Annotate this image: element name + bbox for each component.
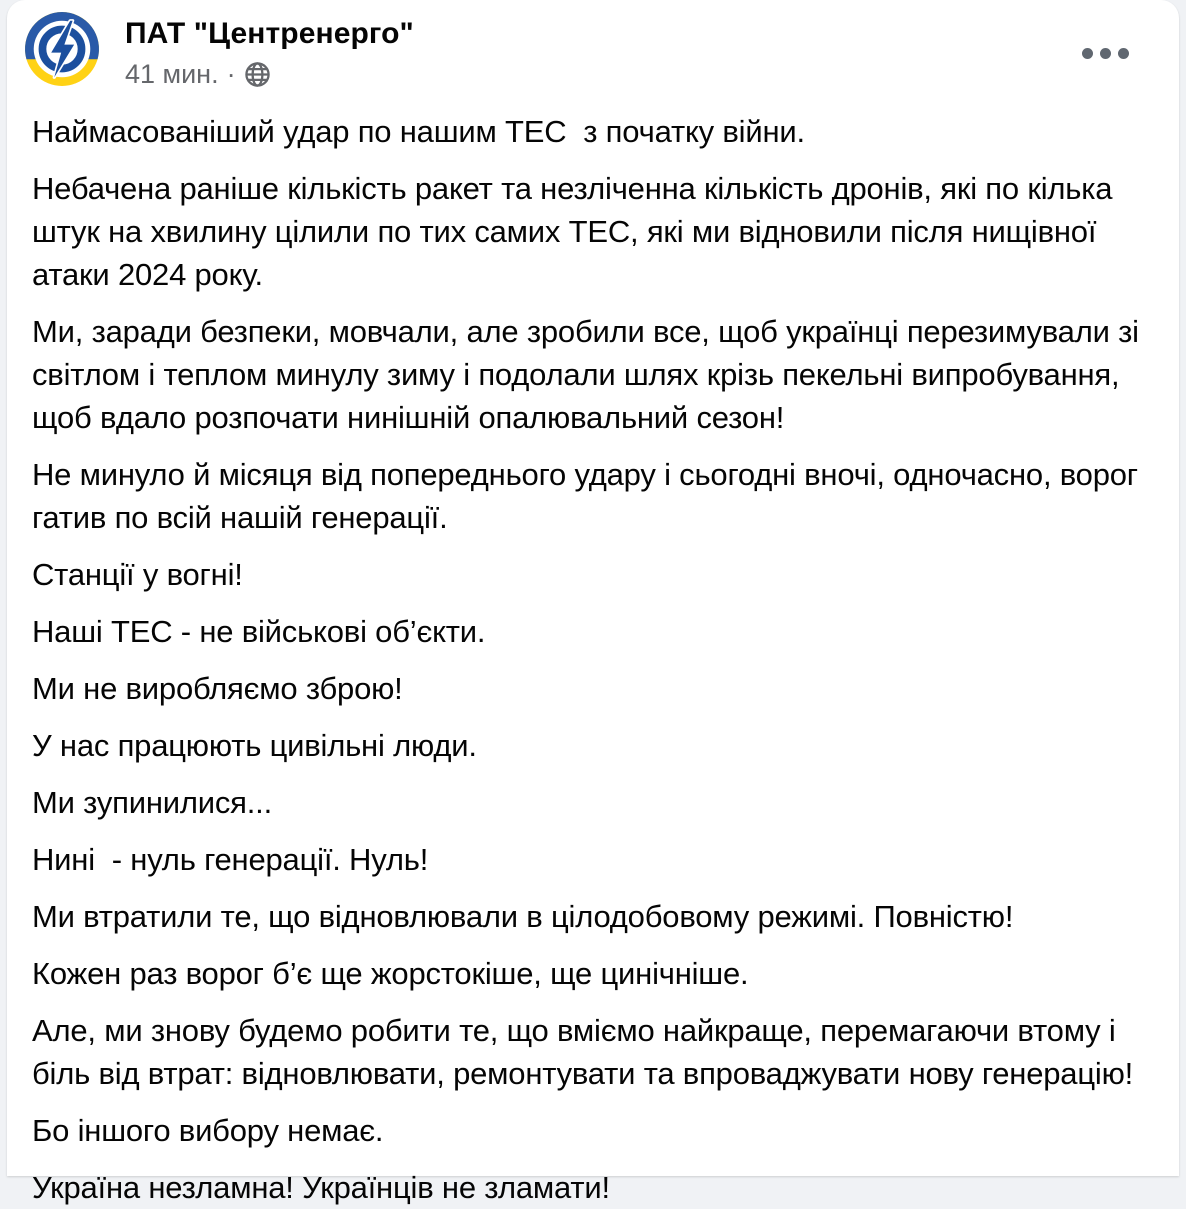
post-paragraph: Бо іншого вибору немає.	[32, 1113, 384, 1148]
ellipsis-icon	[1118, 48, 1129, 59]
post-paragraph: Кожен раз ворог б’є ще жорстокіше, ще цинічніше.	[32, 956, 749, 991]
post-paragraph: Не минуло й місяця від попереднього удару і сьогодні вночі, одночасно, ворог гатив по всій нашій генерації.	[32, 457, 1147, 535]
post-text	[25, 110, 1155, 1209]
post-paragraph: Нині - нуль генерації. Нуль!	[32, 842, 429, 877]
post-paragraph: Ми зупинилися...	[32, 785, 272, 820]
post-header-text	[125, 12, 414, 89]
post-paragraph: Наші ТЕС - не військові об’єкти.	[32, 614, 486, 649]
meta-separator: ·	[226, 59, 236, 89]
post-meta	[125, 59, 414, 89]
page-avatar[interactable]	[25, 12, 99, 86]
ellipsis-icon	[1100, 48, 1111, 59]
post-paragraph: Ми, заради безпеки, мовчали, але зробили все, щоб українці перезимували зі світлом і теплом минулу зиму і подолали шлях крізь пекельні випробування, щоб вдало розпочати нинішній опалювальний сезон!	[32, 314, 1148, 435]
post-paragraph: Ми не виробляємо зброю!	[32, 671, 403, 706]
post-card	[7, 0, 1179, 1205]
post-paragraph: Ми втратили те, що відновлювали в цілодобовому режимі. Повністю!	[32, 899, 1014, 934]
post-paragraph: Станції у вогні!	[32, 557, 243, 592]
post-paragraph: Україна незламна! Українців не зламати!	[32, 1170, 610, 1205]
post-paragraph: У нас працюють цивільні люди.	[32, 728, 477, 763]
globe-icon	[244, 61, 271, 88]
post-header	[25, 12, 1155, 89]
post-paragraph: Небачена раніше кількість ракет та незліченна кількість дронів, які по кілька штук на хвилину цілили по тих самих ТЕС, які ми відновили після нищівної атаки 2024 року.	[32, 171, 1121, 292]
post-paragraph: Але, ми знову будемо робити те, що вміємо найкраще, перемагаючи втому і біль від втрат: відновлювати, ремонтувати та впроваджувати нову генерацію!	[32, 1013, 1134, 1091]
ellipsis-icon	[1082, 48, 1093, 59]
lightning-bolt-logo	[25, 12, 99, 86]
post-paragraph: Наймасованіший удар по нашим ТЕС з початку війни.	[32, 114, 805, 149]
post-menu-button[interactable]	[1070, 36, 1141, 71]
post-timestamp[interactable]: 41 мин.	[125, 59, 219, 89]
page-name-link[interactable]: ПАТ "Центренерго"	[125, 17, 414, 50]
